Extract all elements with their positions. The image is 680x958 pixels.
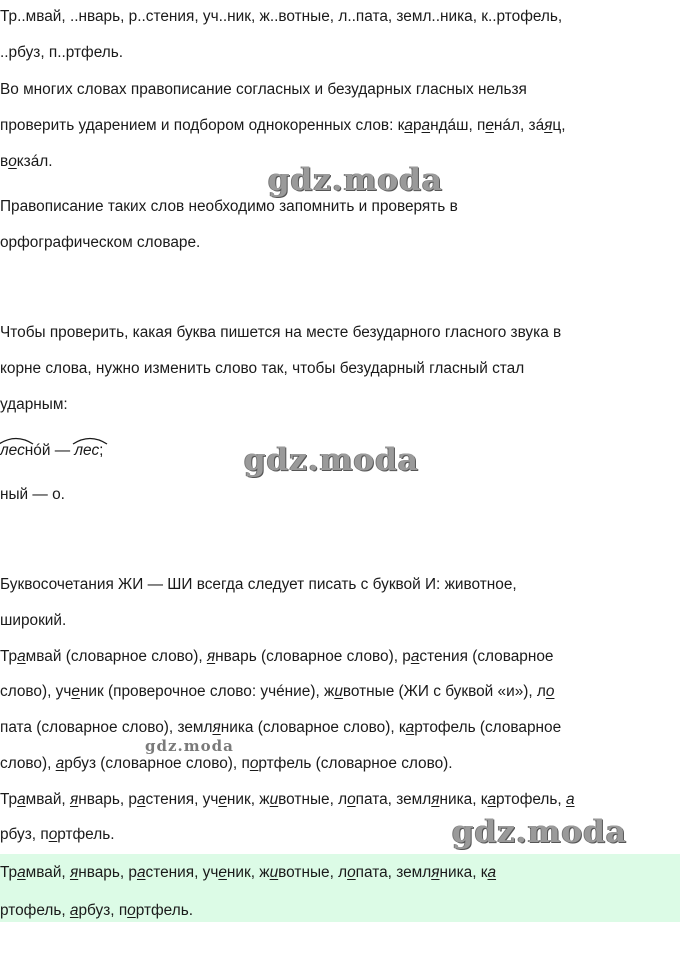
task-words-line-1: Тр..мвай, ..нварь, р..стения, уч..ник, ж..вотные, л..пата, земл..ника, к..ртофель, <box>0 8 563 25</box>
rule-text-line: Во многих словах правописание согласных и безударных гласных нельзя <box>0 81 527 98</box>
answer-line: Трамвай, январь, растения, ученик, животные, лопата, земляника, картофель, а <box>0 791 575 808</box>
final-answer-line: ртофель, арбуз, портфель. <box>0 902 193 919</box>
watermark: gdz.moda <box>244 442 419 478</box>
rule-text-line: ударным: <box>0 396 68 413</box>
rule-text-line: Чтобы проверить, какая буква пишется на месте безударного гласного звука в <box>0 324 562 341</box>
rule-text-line: ный — о. <box>0 486 65 503</box>
explanation-line: Трамвай (словарное слово), январь (словарное слово), растения (словарное <box>0 648 554 665</box>
rule-text-line: вокзáл. <box>0 153 53 170</box>
answer-line: рбуз, портфель. <box>0 826 115 843</box>
root-example: леснóй — лес; <box>0 442 103 460</box>
explanation-line: слово), ученик (проверочное слово: учéние), животные (ЖИ с буквой «и»), ло <box>0 683 555 700</box>
explanation-line: пата (словарное слово), земляника (словарное слово), картофель (словарное <box>0 719 562 736</box>
root-mark: лес <box>74 442 99 460</box>
rule-text-line: корне слова, нужно изменить слово так, чтобы безударный гласный стал <box>0 360 525 377</box>
rule-text-line: широкий. <box>0 612 67 629</box>
explanation-line: слово), арбуз (словарное слово), портфель (словарное слово). <box>0 755 453 772</box>
watermark: gdz.moda <box>268 162 443 198</box>
rule-text-line: орфографическом словаре. <box>0 234 201 251</box>
root-mark: лес <box>0 442 25 460</box>
watermark: gdz.moda <box>145 737 234 755</box>
rule-text-line: Буквосочетания ЖИ — ШИ всегда следует писать с буквой И: животное, <box>0 576 517 593</box>
watermark: gdz.moda <box>452 814 627 850</box>
final-answer-line: Трамвай, январь, растения, ученик, животные, лопата, земляника, ка <box>0 864 497 881</box>
rule-text-line: проверить ударением и подбором однокоренных слов: карандáш, пенáл, зáяц, <box>0 117 566 134</box>
task-words-line-2: ..рбуз, п..ртфель. <box>0 44 124 61</box>
rule-text-line: Правописание таких слов необходимо запомнить и проверять в <box>0 198 458 215</box>
